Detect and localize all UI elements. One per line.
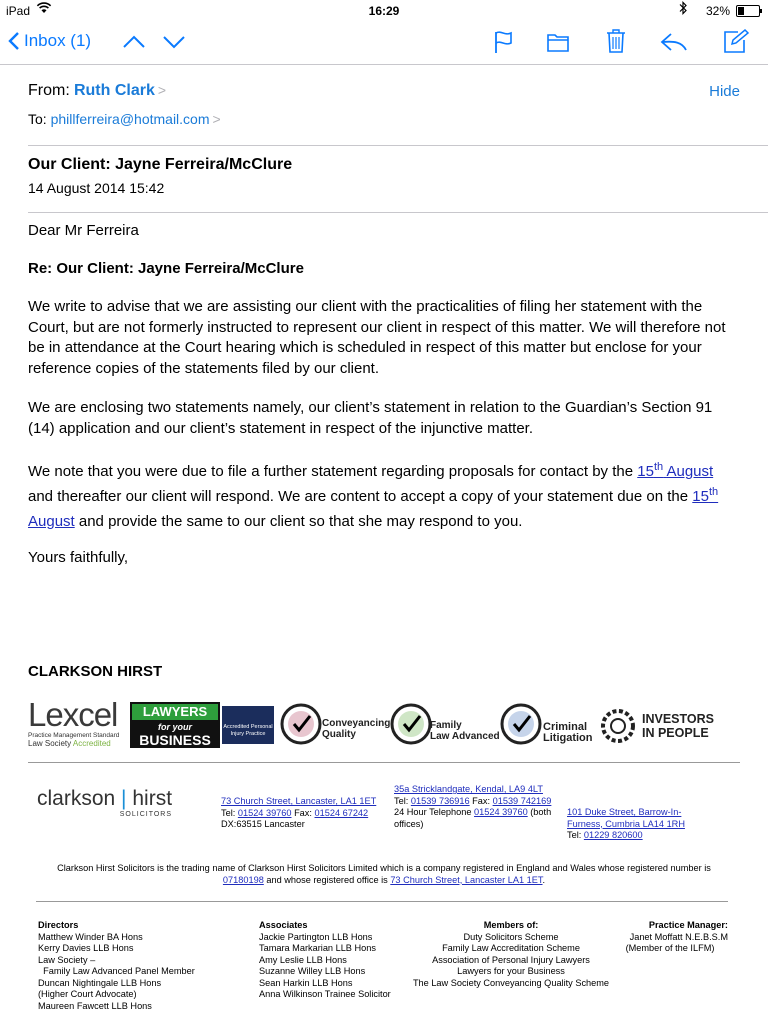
list-item: Family Law Accreditation Scheme <box>442 943 580 953</box>
fax-label: Fax: <box>469 795 493 806</box>
from-row <box>28 82 166 100</box>
list-item: Amy Leslie LLB Hons <box>259 954 347 965</box>
phone-link[interactable]: 01539 736916 <box>410 795 470 806</box>
status-bar <box>0 0 768 22</box>
apil-text: Accredited Personal Injury Practice <box>223 724 273 737</box>
investors-text: INVESTORS <box>642 712 715 726</box>
list-item: (Higher Court Advocate) <box>38 989 137 999</box>
divider <box>28 212 768 213</box>
tel-label: Tel: <box>567 830 584 840</box>
law-society-badge <box>498 700 544 752</box>
date-link[interactable] <box>637 463 713 480</box>
law-society-seal-icon <box>278 700 324 752</box>
lexcel-subtitle: Practice Management Standard <box>28 732 120 739</box>
accreditation-logos <box>28 698 740 754</box>
investors-in-people-label <box>642 712 714 740</box>
folder-icon <box>546 31 570 53</box>
flag-button[interactable] <box>492 30 514 54</box>
list-item: Matthew Winder BA Hons <box>38 931 143 942</box>
investors-in-people-badge <box>600 708 636 744</box>
move-folder-button[interactable] <box>546 31 570 53</box>
paragraph-3-text: We note that you were due to file a further statement regarding proposals for contact by the <box>28 463 638 480</box>
chevron-down-icon <box>162 34 186 50</box>
list-item: Maureen Fawcett LLB Hons <box>38 1000 152 1011</box>
fax-link[interactable]: 01539 742169 <box>492 795 552 806</box>
list-item: (Member of the ILFM) <box>625 943 715 953</box>
legal-text: . <box>542 874 546 885</box>
firm-name: CLARKSON HIRST <box>28 663 163 680</box>
phone-link[interactable]: 01229 820600 <box>583 830 643 840</box>
office-kendal <box>394 784 556 830</box>
mail-toolbar <box>0 22 768 65</box>
next-message-button[interactable] <box>162 34 186 50</box>
list-item: Duty Solicitors Scheme <box>463 931 559 942</box>
office-barrow <box>567 807 697 842</box>
closing: Yours faithfully, <box>28 549 129 566</box>
back-to-inbox-button[interactable] <box>8 31 91 51</box>
paragraph-3-text: and thereafter our client will respond. We are content to accept a copy of your statement due on the <box>28 488 693 505</box>
law-society-badge <box>388 700 434 752</box>
list-item: Lawyers for your Business <box>457 966 565 976</box>
sender-name[interactable]: Ruth Clark <box>73 82 155 99</box>
legal-text: and whose registered office is <box>263 874 391 885</box>
brand-right: hirst <box>132 787 173 810</box>
members-title: Members of: <box>483 920 539 930</box>
address-link[interactable]: 101 Duke Street, Barrow-In-Furness, Cumbria LA14 1RH <box>567 807 685 829</box>
registered-office-link[interactable]: 73 Church Street, Lancaster LA1 1ET <box>390 874 543 885</box>
previous-message-button[interactable] <box>122 34 146 50</box>
paragraph-3-text: and provide the same to our client so that she may respond to you. <box>74 513 523 530</box>
company-number-link[interactable]: 07180198 <box>222 874 264 885</box>
to-label: To: <box>28 111 47 127</box>
list-item: Jackie Partington LLB Hons <box>259 931 373 942</box>
trash-button[interactable] <box>605 28 627 54</box>
list-item: Kerry Davies LLB Hons <box>38 943 134 953</box>
lexcel-law-society: Law Society <box>28 739 72 748</box>
directors-list <box>38 920 238 1012</box>
list-item: Duncan Nightingale LLB Hons <box>38 977 162 988</box>
to-row <box>28 111 221 127</box>
bluetooth-icon <box>679 1 688 18</box>
litigation-text: Litigation <box>543 732 593 744</box>
apil-logo <box>222 706 274 744</box>
battery-fill <box>738 7 744 15</box>
directors-title: Directors <box>38 920 79 930</box>
device-name: iPad <box>6 4 31 18</box>
phone-link[interactable]: 01524 39760 <box>474 807 528 817</box>
battery-icon <box>736 5 760 17</box>
list-item: Family Law Advanced Panel Member <box>38 966 195 976</box>
divider <box>36 901 728 902</box>
law-society-seal-icon <box>388 700 434 752</box>
date-link-suffix: th <box>653 461 664 473</box>
associates-list <box>259 920 419 1001</box>
phone-link[interactable]: 01524 39760 <box>237 807 292 818</box>
paragraph-1: We write to advise that we are assisting our client with the practicalities of filing her statement with the Court, but are not formerly instructed to represent our client in respect of this matter. We will therefore not be in attendance at the Court hearing which is scheduled in respect of this matter but enclose for your reference copies of the statements filed by our client. <box>28 298 726 377</box>
investors-in-people-icon <box>600 708 636 744</box>
criminal-litigation-label <box>543 722 593 744</box>
lexcel-logo <box>28 698 132 752</box>
lexcel-wordmark: Lexcel <box>28 696 118 733</box>
practice-manager-title: Practice Manager: <box>648 920 728 930</box>
brand-left: clarkson <box>37 787 116 810</box>
chevron-right-icon: > <box>157 82 167 98</box>
date-link-month: August <box>666 463 714 480</box>
reply-icon <box>660 32 688 52</box>
address-link[interactable]: 35a Stricklandgate, Kendal, LA9 4LT <box>394 784 543 794</box>
divider <box>28 145 768 146</box>
date-link-num: 15 <box>692 488 709 505</box>
battery-percent: 32% <box>705 4 730 18</box>
list-item: Janet Moffatt N.E.B.S.M <box>629 931 728 942</box>
date-link-month: August <box>28 513 75 530</box>
reply-button[interactable] <box>660 32 688 52</box>
law-advanced-text: Law Advanced <box>430 731 500 742</box>
for-your-text: for your <box>157 722 192 732</box>
list-item: The Law Society Conveyancing Quality Scheme <box>412 977 610 988</box>
lawyers-text: LAWYERS <box>132 704 218 720</box>
24h-tail: (both offices) <box>394 807 552 829</box>
family-text: Family <box>430 720 462 731</box>
re-line: Re: Our Client: Jayne Ferreira/McClure <box>28 260 304 277</box>
legal-text: Clarkson Hirst Solicitors is the trading name of Clarkson Hirst Solicitors Limited which is a company registered in England and Wales whose registered number is <box>57 863 711 873</box>
hide-details-button[interactable]: Hide <box>709 83 740 100</box>
list-item: Suzanne Willey LLB Hons <box>259 966 366 976</box>
business-text: BUSINESS <box>139 732 211 748</box>
conveyancing-text: Conveyancing <box>322 718 391 729</box>
date-link-num: 15 <box>637 463 654 480</box>
trash-icon <box>605 28 627 54</box>
sent-date: 14 August 2014 15:42 <box>28 180 165 196</box>
quality-text: Quality <box>322 729 356 740</box>
fax-label: Fax: <box>291 807 315 818</box>
list-item: Tamara Markarian LLB Hons <box>259 943 376 953</box>
lexcel-accredited: Accredited <box>72 739 111 748</box>
recipient-address[interactable]: phillferreira@hotmail.com <box>50 111 210 127</box>
address-link[interactable]: 73 Church Street, Lancaster, LA1 1ET <box>221 796 377 806</box>
subject: Our Client: Jayne Ferreira/McClure <box>28 156 293 173</box>
tel-label: Tel: <box>221 807 238 818</box>
list-item: Law Society – <box>38 954 96 965</box>
in-people-text: IN PEOPLE <box>642 726 709 740</box>
compose-button[interactable] <box>722 28 750 54</box>
office-lancaster <box>221 796 381 831</box>
legal-notice <box>36 863 732 886</box>
law-society-seal-icon <box>498 700 544 752</box>
flag-icon <box>492 30 514 54</box>
fax-link[interactable]: 01524 67242 <box>314 807 369 818</box>
conveyancing-quality-label <box>322 718 390 740</box>
criminal-text: Criminal <box>543 721 588 733</box>
brand-subtitle: SOLICITORS <box>119 811 173 818</box>
dx-number: DX:63515 Lancaster <box>221 819 305 829</box>
associates-title: Associates <box>259 920 308 930</box>
tel-label: Tel: <box>394 795 411 806</box>
date-link-suffix: th <box>708 486 719 498</box>
from-label: From: <box>28 82 70 99</box>
chevron-left-icon <box>8 31 20 51</box>
list-item: Association of Personal Injury Lawyers <box>432 954 590 965</box>
chevron-right-icon: > <box>212 111 221 127</box>
practice-manager <box>612 920 728 955</box>
clarkson-hirst-logo: clarkson | hirst SOLICITORS <box>37 787 173 818</box>
clock: 16:29 <box>368 4 400 18</box>
paragraph-2: We are enclosing two statements namely, our client’s statement in relation to the Guardian’s Section 91 (14) application and our client’s statement in respect of the injunctive matter. <box>28 399 713 437</box>
lawyers-for-your-business-logo <box>130 702 220 748</box>
family-law-advanced-label <box>430 720 500 742</box>
paragraph-3 <box>28 459 740 534</box>
list-item: Sean Harkin LLB Hons <box>259 977 353 988</box>
compose-icon <box>722 28 750 54</box>
list-item: Anna Wilkinson Trainee Solicitor <box>259 989 391 999</box>
law-society-badge <box>278 700 324 752</box>
back-label: Inbox (1) <box>24 31 92 50</box>
24h-label: 24 Hour Telephone <box>394 807 475 817</box>
divider <box>28 762 740 763</box>
members-list <box>400 920 622 989</box>
greeting: Dear Mr Ferreira <box>28 222 139 239</box>
chevron-up-icon <box>122 34 146 50</box>
